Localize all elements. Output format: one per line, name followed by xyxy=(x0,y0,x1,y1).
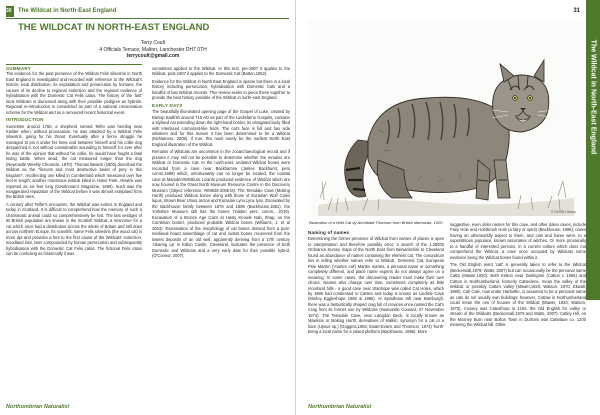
introduction-heading: INTRODUCTION xyxy=(6,117,44,123)
author-name: Terry Coult xyxy=(140,40,166,46)
right-column-1 xyxy=(308,228,444,404)
early-days-heading: EARLY DAYS xyxy=(152,102,183,108)
side-tab-text: The Wildcat in North-East England xyxy=(589,39,597,155)
page-number: 31 xyxy=(573,8,580,14)
running-head: The Wildcat in North-East England xyxy=(18,8,117,14)
author-block xyxy=(18,40,288,60)
paragraph: Remains of Wildcats are uncommon in the zooarchaeological record and if present it may still not be possible to determine whether the remains are Wildcat or Domestic Cat. In the north-east, undated Wildcat bones were recorded from a cave near Backbarrow (James Backhurst, pers comm.1988) which, unfortunately can no longer be located, the coastal cave at Marsden/Whitburn Lizards produced evidence of Wildcat which are now housed in the Great North Museum Resource Centre in the Discovery Museum (Object reference: R09848-2005.M). The Teesdale Cave (Moking Hurth) produced Wildcat bones along with those of Eurasian Wolf Canis lupus, Brown Bear Ursus arctos and Eurasian Lynx Lynx lynx. Excavated by the Backhouse family between 1878 and 1888 (Backhouse,1881), the Yorkshire Museum still has the bones (Yalden pers. comm., 2019). Excavation of a Bronze Age Cairn at Hasty Knowle Nab, Shap, on the Cumbrian border, produced probable Wildcat bones (Williams, J. et al 2004). Examination of the morphology of cat bones derived from a post-medieval hoard assemblage of cat and rodent bones recovered from the lowest deposits of an old well, apparently deriving from a 17th century 'clearing up' in Edlon Castle, Cleveland, indicates the presence of both Domestic and Wildcats and a very early date for their possible hybrid. (O'Connor, 2007). xyxy=(152,149,290,258)
author-email[interactable]: terrycoult@gmail.com xyxy=(126,53,180,59)
naming-heading: Naming of names xyxy=(308,230,350,235)
paragraph: A century after Telfer's encounter, the Wildcat was extinct in England and today in Scotland. It is difficult to comprehend how the memory of such a charismatic animal could so comprehensively be lost. The last vestiges of its British population are known in the Scottish Wildcat, a misnomer for a cat which once had a distribution across the whole of Britain and still does across northern Europe. Its scientific name Felis silvestris (the wood cat) is more apt and provides a hint to the first cause of the Wildcats' extinction, woodland loss, later compounded by human persecution and subsequently hybridisation with the Domestic Cat Felis catus. The fictional Felis catus can be confusing as historically it was xyxy=(6,201,142,256)
wildcat-illustration xyxy=(308,20,584,216)
side-tab-label xyxy=(586,22,600,172)
summary-text: The evidence for the past presence of the Wildcat Felis silvestris in North East England is investigated and recorded with reference to the Wildcat's historic local distribution, its exploitation and persecution by humans, the causes of its decline to regional extinction and the regional evidence of hybridisation with the Domestic Cat Felis catus. The history of the 'last' local Wildcats is discussed along with their possible pedigree as hybrids. Regional re-introduction is considered as part of a national conservation scheme for the Wildcat and as a rumoured recent historical event. xyxy=(6,71,142,115)
article-title: THE WILDCAT IN NORTH-EAST ENGLAND xyxy=(18,22,210,33)
running-head-rule xyxy=(6,18,289,19)
left-column-2 xyxy=(152,66,290,404)
author-address: 4 Officials Terrace, Malton, Lanchester DH7 0TH xyxy=(99,46,207,53)
right-page xyxy=(300,0,600,415)
footer: Northumbrian Naturalist xyxy=(6,404,70,410)
footer: Northumbrian Naturalist xyxy=(308,404,372,410)
figure-caption: Illustration of a Wild Cat by Archibald Thorburn from British Mammals, 1920 xyxy=(309,220,443,225)
paragraph: The Old English word 'catt' is generally taken to refer to the Wildcat (Beckensall,1979; Watts, 2007) but can occasionally be the personal name Catta (Mawer,1920). Both Ketton near Darlington (Cattun c 1085) and Catton in Northumberland, formerly Catteclene, mean the valley of the Wildcat or possibly Catta's valley (Mawer,1920; Watson, 1970; Ekwall, 1980). Call Cale, now under Harbottle, is assumed to be a personal name as cats do not usually own buildings; however, Catraw in Northumberland could mean the row of houses of the Wildcat (Mawer, 1920; Watson, 1970). Cossey was Catesthorp in 1183, the Old English for valley or stream of the Wildcats (Beckensall,1979 and Watts, 2007). Catley Hill, on the Mosney Burn near Bolton Town in Durham was Cattelaue co. 1200 meaning the Wildcat hill. Other xyxy=(450,262,586,328)
paragraph: Sometime around 1760, a shepherd named Telfer was herding near Kielder when, without provocation, he was attacked by a Wildcat Felis silvestris, going for his throat. Eventually after a fierce struggle he managed to pin it under his knee and between himself and his collie dog despatched it, not without considerable wounding to himself; for ever after he was of the opinion that without his collie, he would have fought a fatal losing battle. When dead, the cat measured longer than the dog (Newcastle Weekly Chronicle, 1870). Thomas Bewick (1800) described the Wildcat as the "fiercest and most destructive beast of prey in this kingdom", recollecting one killed in Cumberland which measured over five feet in length; another monstrous wildcat killed in Hulne Park, Alnwick was reported as six feet long (Gentleman's Magazine, 1869). Such was the exaggerated reputation of the Wildcat before it was almost extirpated from the British Isles. xyxy=(6,123,142,200)
paragraph: The beautifully illuminated opening page of the Gospel of Luke, created by Bishop Eadfrith around 715 AD as part of the Lindisfarne Gospels, contains a stylised cat extending down the right-hand border, its elongated body filled with interlaced cormorant-like birds. The cat's face is full and has side whiskers and for this reason it has been determined to be a Wildcat (McNamers, 2008). If true, this must surely be the earliest North East England illustration of the Wildcat. xyxy=(152,109,290,147)
paragraph: Determining the former presence of Wildcat from names of places is open to interpretation and therefore possibly error; a search of the 1:25000 Ordnance Survey maps of the North East from Berwickshire to Cleveland found an abundance of names containing the element cat. The conundrum lies in telling whether names refer to Wildcat, Domestic Cat, European Pine Marten ('marten cat') Martes martes, a personal name or something completely different, and place name experts do not always agree on a meaning. In some cases, the discovering reader must make their own choice. Names also change over time, sometimes completely as little moorland hills - a good case near Stanhope was called Cat Holes, which by 1886 had condensed to Catties and today is known as Lindisle Cave (Morley Eggleshope 1882 & 1886). At Spindleton Hill near Bamburgh, there was a fantastically shaped crag full of crevices once named the Cat's Crag from its former use by Wildcats (Newcastle Courant, 27 November 1874). The Teesdale Cave, near Langdon Beck, is locally known as Mawkins or Moking Hurth, derivatives of Malkin, synonym for a cat or a hare (Upsus sp.) (Goggins,1984; Ewart-Evans and Thomson, 1974) 'hurth' being a local name for a raised platform (Backhouse, 1896). More xyxy=(308,236,444,335)
paragraph: suggestive, even older names for this cave, and other dales caves, include Fairy Hole and Hobthrush Hole (a fairy or spirit) (Backhouse, 1896); caves having an otherworldly aspect to them, and cats and hares were, to a superstitious populace, known associates of witches. Or more prosaically to a handful of interested persons, in a current culture which does not comprehend the Wildcat, a cave once occupied by Wildcats some evidence being the Wildcat bones found within it. xyxy=(450,222,586,260)
summary-heading: SUMMARY xyxy=(6,66,31,71)
page-number: 30 xyxy=(6,8,12,14)
paragraph: Evidence for the Wildcat in North East England is sparse but there is a local history including persecution, hybridisation with Domestic Cats and a handful of last Wildcat records. This review seeks to piece these together to provide the best history possible of the Wildcat in north-east England. xyxy=(152,78,290,101)
image-credit: © NHSN Library xyxy=(550,210,576,214)
paragraph: sometimes applied to the Wildcat. In this text, pre-1907 it applies to the Wildcat, post-1907 it applies to the Domestic Cat (Batten,1952). xyxy=(152,66,290,77)
summary-rule xyxy=(6,64,142,65)
wildcat-drawing xyxy=(308,20,584,216)
right-column-2 xyxy=(450,222,586,404)
left-column-1 xyxy=(6,66,142,404)
left-page xyxy=(0,0,296,415)
